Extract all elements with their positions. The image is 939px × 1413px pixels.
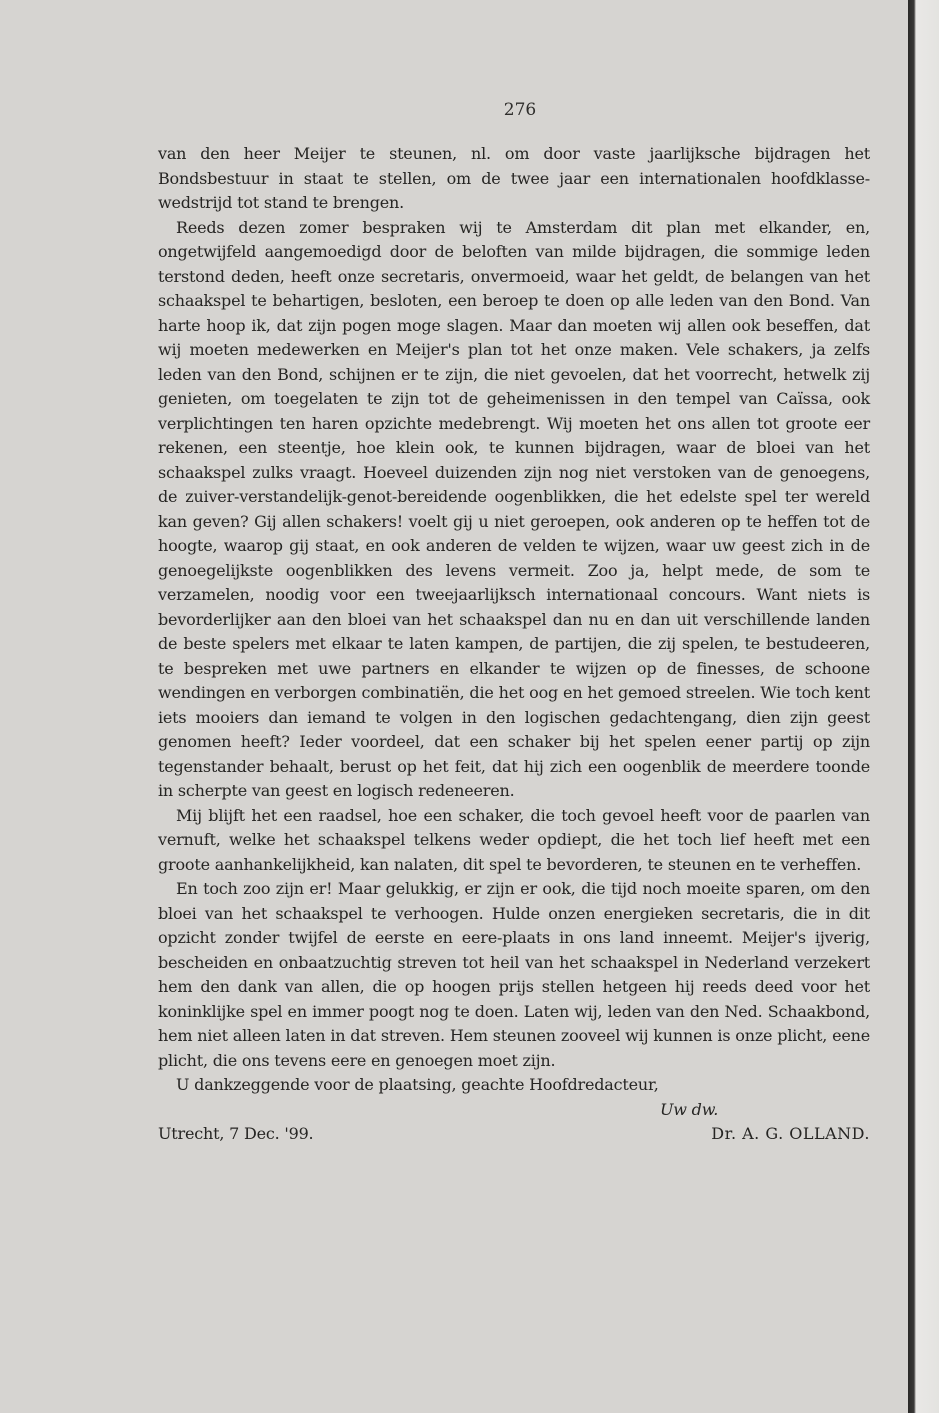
author-signature: Dr. A. G. OLLAND. (711, 1124, 870, 1143)
page-number: 276 (503, 100, 537, 120)
signature-line (158, 1122, 870, 1147)
place-date: Utrecht, 7 Dec. '99. (158, 1124, 314, 1143)
closing-thanks: U dankzeggende voor de plaatsing, geachte Hoofdredacteur, (176, 1075, 659, 1094)
salutation: Uw dw. (660, 1099, 719, 1119)
paragraph-1: van den heer Meijer te steunen, nl. om door vaste jaarlijksche bijdragen het Bondsbestuur in staat te stellen, om de twee jaar een internationalen hoofdklasse-wedstrijd tot stand te brengen. (158, 144, 870, 212)
paragraph-4: En toch zoo zijn er! Maar gelukkig, er zijn er ook, die tijd noch moeite sparen, om den bloei van het schaakspel te verhoogen. Hulde onzen energieken secretaris, die in dit opzicht zonder twijfel de eerste en eere-plaats in ons land inneemt. Meijer's ijverig, bescheiden en onbaatzuchtig streven tot heil van het schaakspel in Nederland verzekert hem den dank van allen, die op hoogen prijs stellen hetgeen hij reeds deed voor het koninklijke spel en immer poogt nog te doen. Laten wij, leden van den Ned. Schaakbond, hem niet alleen laten in dat streven. Hem steunen zooveel wij kunnen is onze plicht, eene plicht, die ons tevens eere en genoegen moet zijn. (158, 879, 870, 1070)
paragraph-3: Mij blijft het een raadsel, hoe een schaker, die toch gevoel heeft voor de paarlen van vernuft, welke het schaakspel telkens weder opdiept, die het toch lief heeft met een groote aanhankelijkheid, kan nalaten, dit spel te bevorderen, te steunen en te verheffen. (158, 805, 870, 874)
salutation-line (158, 1098, 870, 1123)
page-edge (908, 0, 939, 1413)
paragraph-2: Reeds dezen zomer bespraken wij te Amsterdam dit plan met elkander, en, ongetwijfeld aangemoedigd door de beloften van milde bijdragen, die sommige leden terstond deden, heeft onze secretaris, onvermoeid, waar het geldt, de belangen van het schaakspel te behartigen, besloten, een beroep te doen op alle leden van den Bond. Van harte hoop ik, dat zijn pogen moge slagen. Maar dan moeten wij allen ook beseffen, dat wij moeten medewerken en Meijer's plan tot het onze maken. Vele schakers, ja zelfs leden van den Bond, schijnen er te zijn, die niet gevoelen, dat het voorrecht, hetwelk zij genieten, om toegelaten te zijn tot de geheimenissen in den tempel van Caïssa, ook verplichtingen ten haren opzichte medebrengt. Wij moeten het ons allen tot groote eer rekenen, een steentje, hoe klein ook, te kunnen bijdragen, waar de bloei van het schaakspel zulks vraagt. Hoeveel duizenden zijn nog niet verstoken van de genoegens, de zuiver-verstandelijk-genot-bereidende oogenblikken, die het edelste spel ter wereld kan geven? Gij allen schakers! voelt gij u niet geroepen, ook anderen op te heffen tot de hoogte, waarop gij staat, en ook anderen de velden te wijzen, waar uw geest zich in de genoegelijkste oogenblikken des levens vermeit. Zoo ja, helpt mede, de som te verzamelen, noodig voor een tweejaarlijksch internationaal concours. Want niets is bevorderlijker aan den bloei van het schaakspel dan nu en dan uit verschillende landen de beste spelers met elkaar te laten kampen, de partijen, die zij spelen, te bestudeeren, te bespreken met uwe partners en elkander te wijzen op de finesses, de schoone wendingen en verborgen combinatiën, die het oog en het gemoed streelen. Wie toch kent iets mooiers dan iemand te volgen in den logischen gedachtengang, dien zijn geest genomen heeft? Ieder voordeel, dat een schaker bij het spelen eener partij op zijn tegenstander behaalt, berust op het feit, dat hij zich een oogenblik de meerdere toonde in scherpte van geest en logisch redeneeren. (158, 217, 870, 800)
letter-body (158, 142, 870, 1147)
